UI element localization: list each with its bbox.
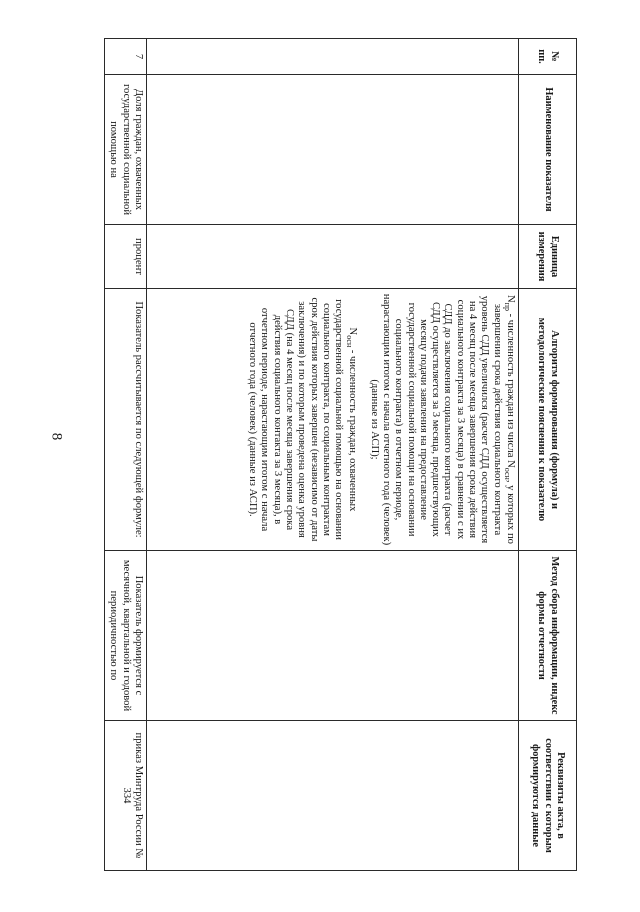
n-osh-symbol: N (346, 327, 358, 336)
row7-num: 7 (105, 39, 147, 75)
indicator-table (104, 38, 577, 871)
n-pr-text: - численность граждан из числа (505, 310, 516, 458)
n-pr-symbol: N (505, 295, 516, 303)
header-act: Реквизиты акта, в соответствии с которым формируются данные (519, 721, 577, 871)
n-osn-text: , у которых по завершении срока действия социального контракта уровень СДД увеличился (расчет СДД осуществляется на 4 месяц после месяца завершения срока действия социального контракта за 3 месяца) в сравнении с их СДД до заключения социального контракта (расчет СДД осуществляется за 3 месяца, предшествующих месяцу подачи заявления на предоставление государственной социальной помощи на основании социального контракта) в отчетном периоде, нарастающим итогом с начала отчетного года (человек) (данные из АСП); (368, 293, 516, 546)
header-unit: Единица измерения (519, 225, 577, 289)
table-row-7 (105, 39, 147, 871)
header-algorithm: Алгоритм формирования (формула) и методологические пояснения к показателю (519, 289, 577, 551)
n-osh-text: - численность граждан, охваченных государственной социальной помощью на основании социального контракта, по социальным контрактам срок действия которых завершен (независимо от даты заключения) и по которым проведена оценка уровня СДД (на 4 месяц после месяца завершения срока действия социального контакта за 3 месяца), в отчетном периоде, нарастающим итогом с начала отчетного года (человек) (данные из АСП). (247, 297, 358, 542)
header-num: № пп. (519, 39, 577, 75)
row7-method: Показатель формируется с месячной, квартальной и годовой периодичностью по (105, 551, 147, 721)
row7-act: приказ Минтруда России № 334 (105, 721, 147, 871)
row7-unit: процент (105, 225, 147, 289)
cont-num-cell (147, 39, 519, 75)
cont-method-cell (147, 551, 519, 721)
cont-act-cell (147, 721, 519, 871)
n-osn-subscript: осн (502, 467, 512, 480)
row7-algorithm: Показатель рассчитывается по следующей формуле: (105, 289, 147, 551)
row7-name: Доля граждан, охваченных государственной социальной помощью на (105, 75, 147, 225)
n-osn-symbol: N (505, 460, 516, 468)
cont-algorithm-cell (147, 289, 519, 551)
table-header-row (519, 39, 577, 871)
n-pr-definition (368, 293, 516, 546)
header-name: Наименование показателя (519, 75, 577, 225)
table-row-continuation (147, 39, 519, 871)
n-pr-subscript: пр (502, 302, 512, 311)
page-number: 8 (48, 432, 65, 441)
cont-name-cell (147, 75, 519, 225)
header-method: Метод сбора информации, индекс формы отчетности (519, 551, 577, 721)
n-osh-subscript: осн (344, 335, 354, 348)
n-osh-definition (246, 293, 358, 546)
cont-unit-cell (147, 225, 519, 289)
